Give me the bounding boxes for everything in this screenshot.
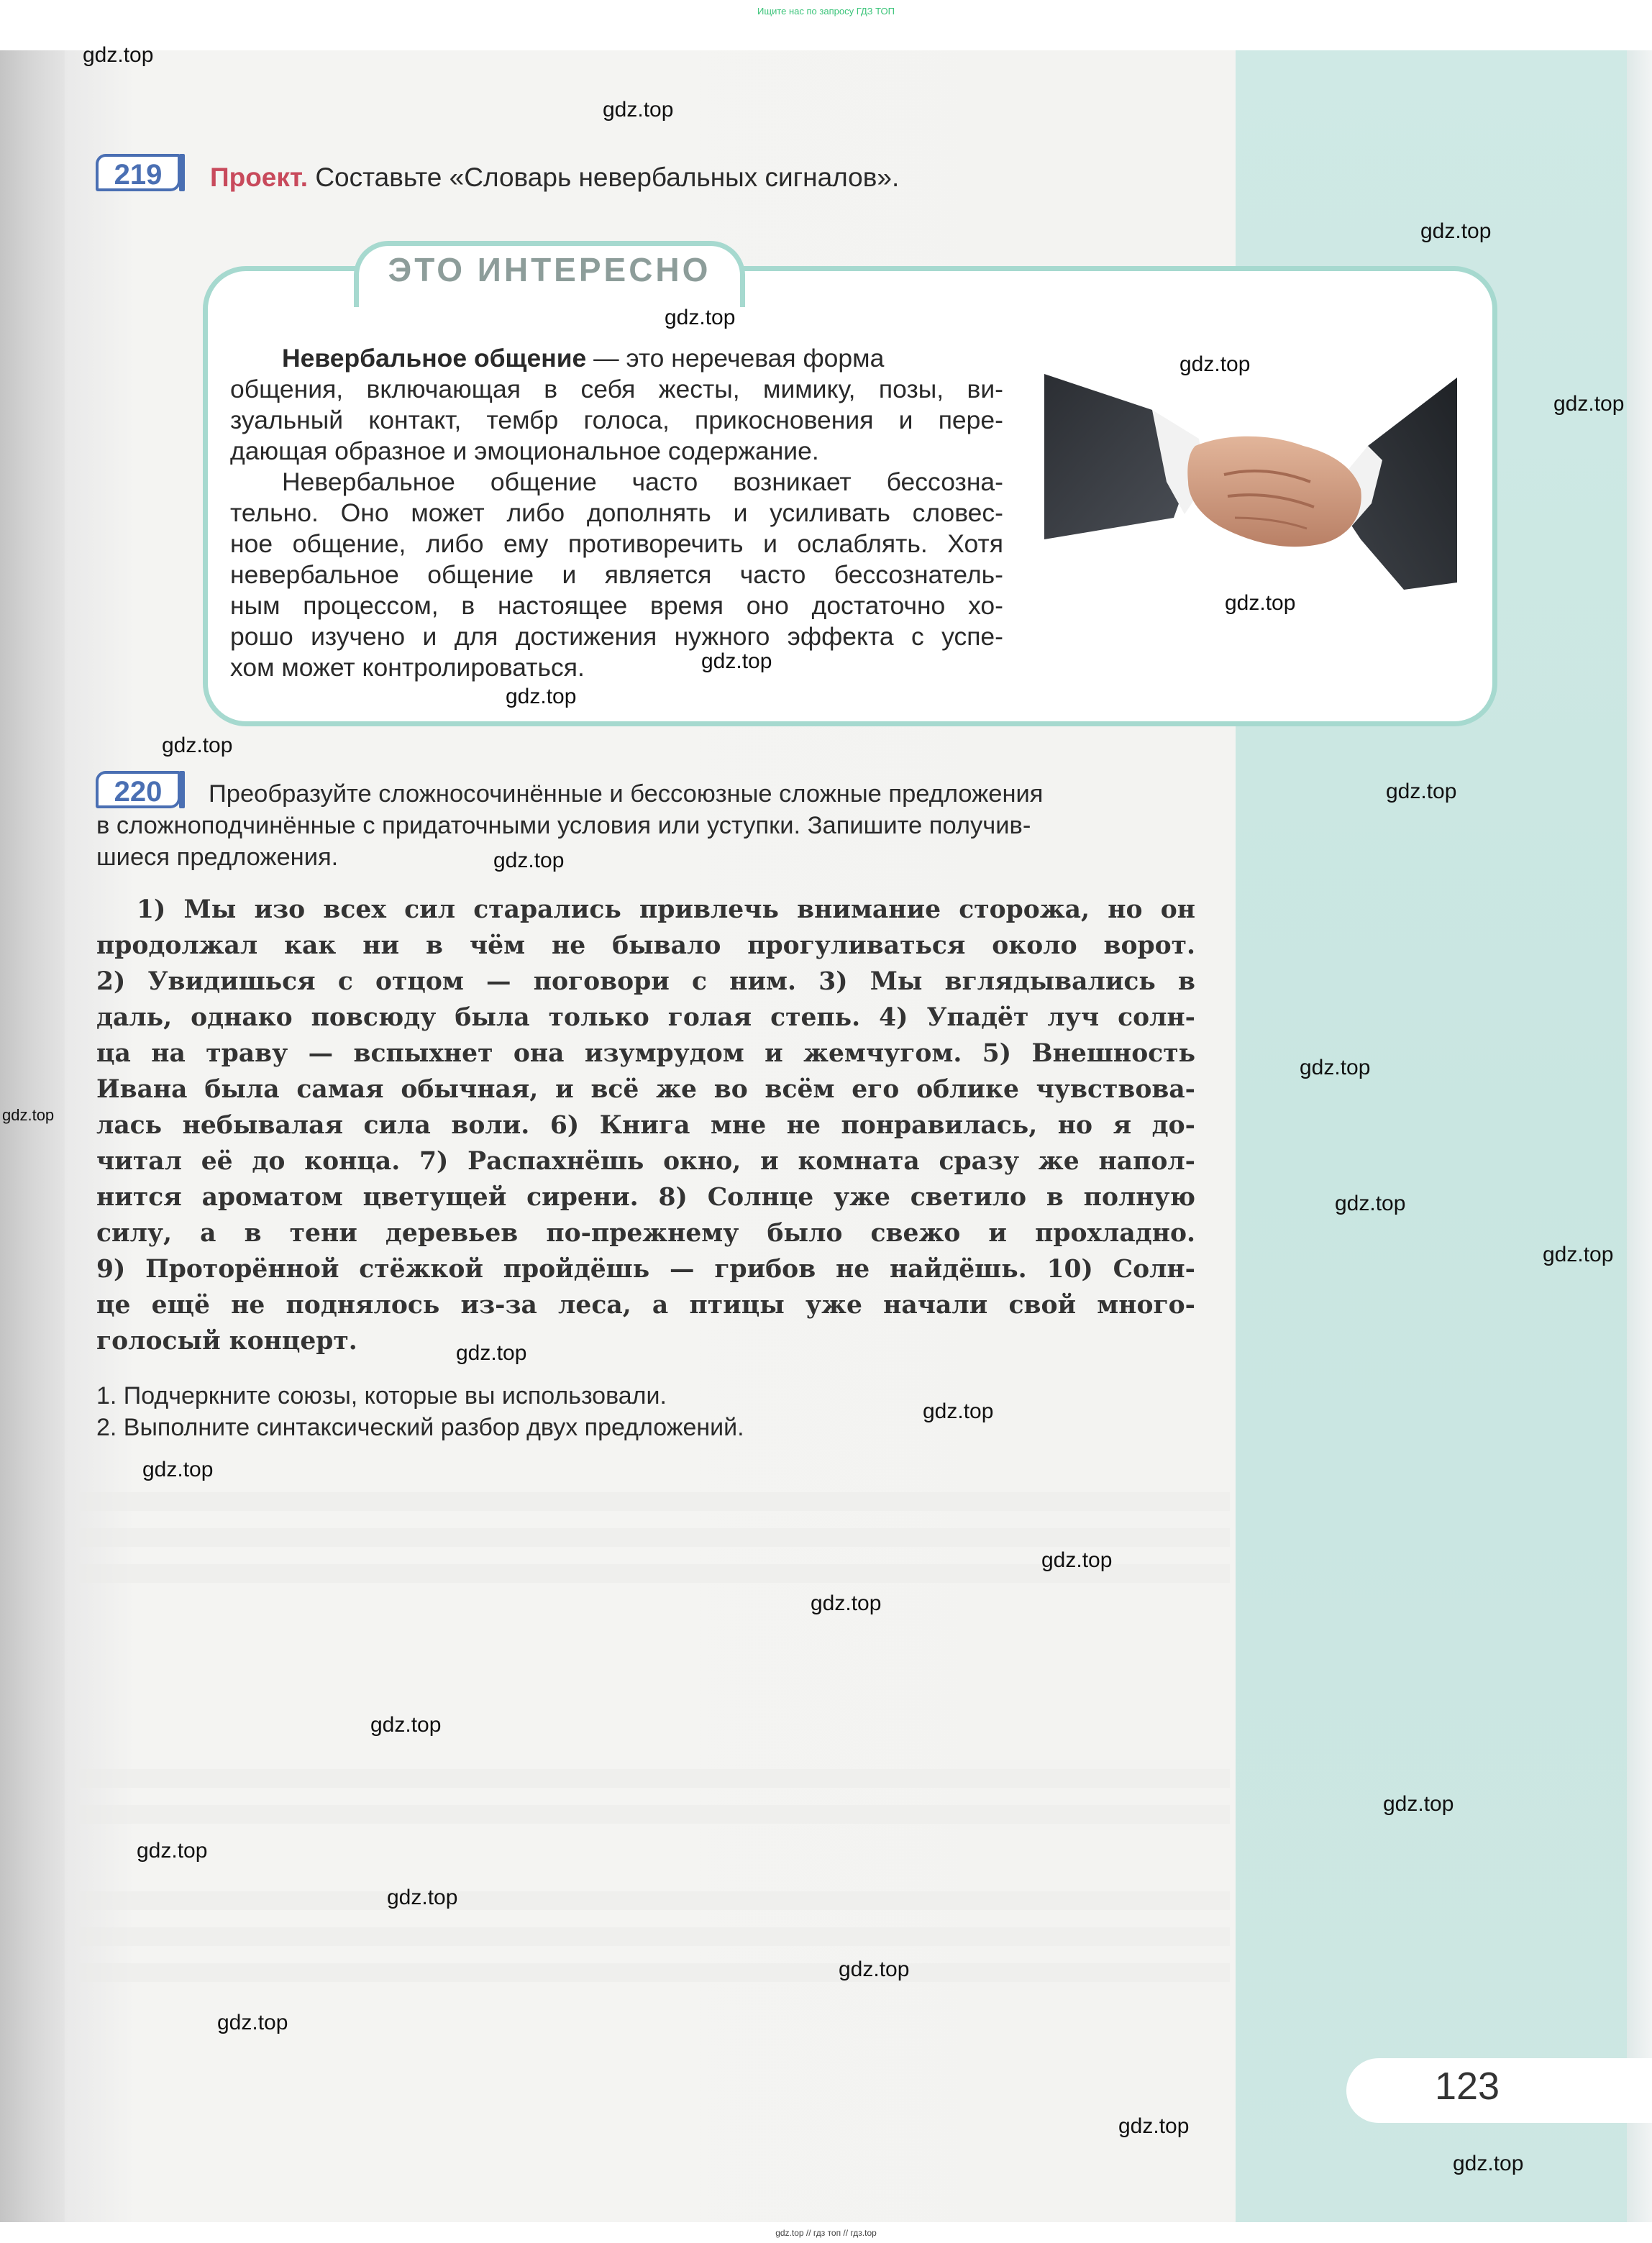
watermark: gdz.top: [217, 2011, 288, 2034]
watermark: gdz.top: [923, 1399, 994, 1423]
watermark: gdz.top: [1453, 2152, 1524, 2175]
show-through-text: [79, 1963, 1230, 1982]
exercise-line: нится ароматом цветущей сирени. 8) Солнце уже светило в полную: [96, 1183, 1195, 1212]
question-line: 1. Подчеркните союзы, которые вы использовали.: [96, 1382, 667, 1410]
info-text-line: хом может контролироваться.: [230, 653, 585, 682]
task-number-220: 220: [96, 771, 181, 808]
info-text-line: зуальный контакт, тембр голоса, прикосновения и пере-: [230, 406, 1003, 434]
exercise-line: Ивана была самая обычная, и всё же во всём его облике чувствова-: [96, 1075, 1195, 1104]
page-edge: [1627, 50, 1652, 2222]
watermark: gdz.top: [142, 1458, 214, 1481]
exercise-line: лась небывалая сила воли. 6) Книга мне не понравилась, но я до-: [96, 1111, 1195, 1140]
watermark: gdz.top: [1386, 780, 1457, 803]
task-220-instruction-line: шиеся предложения.: [96, 844, 339, 871]
question-line: 2. Выполните синтаксический разбор двух предложений.: [96, 1414, 744, 1441]
box-title: ЭТО ИНТЕРЕСНО: [388, 251, 711, 288]
show-through-text: [79, 1528, 1230, 1547]
exercise-line: голосый концерт.: [96, 1327, 357, 1356]
watermark: gdz.top: [1041, 1548, 1113, 1572]
task-number-219: 219: [96, 154, 181, 191]
info-text-line: дающая образное и эмоциональное содержание.: [230, 437, 819, 465]
watermark: gdz.top: [701, 649, 772, 673]
project-label: Проект.: [210, 163, 309, 192]
exercise-line: 1) Мы изо всех сил старались привлечь внимание сторожа, но он: [137, 895, 1195, 924]
top-banner: Ищите нас по запросу ГДЗ ТОП: [757, 6, 895, 17]
watermark: gdz.top: [1179, 352, 1251, 376]
info-text-line: рошо изучено и для достижения нужного эффекта с успе-: [230, 622, 1003, 651]
watermark: gdz.top: [603, 98, 674, 122]
clasped-hands: [1187, 437, 1361, 547]
task-219-text: [210, 163, 899, 193]
watermark: gdz.top: [1225, 591, 1296, 615]
exercise-line: 9) Проторённой стёжкой пройдёшь — грибов не найдёшь. 10) Солн-: [96, 1255, 1195, 1284]
watermark: gdz.top: [665, 306, 736, 329]
watermark: gdz.top: [506, 685, 577, 708]
watermark: gdz.top: [1118, 2114, 1190, 2138]
show-through-text: [79, 1805, 1230, 1824]
watermark: gdz.top: [162, 734, 233, 757]
exercise-line: читал её до конца. 7) Распахнёшь окно, и комната сразу же напол-: [96, 1147, 1195, 1176]
watermark: gdz.top: [83, 43, 154, 67]
show-through-text: [79, 1891, 1230, 1910]
task-220-instruction-line: Преобразуйте сложносочинённые и бессоюзные сложные предложения: [209, 780, 1044, 808]
info-text-line: Невербальное общение часто возникает бессозна-: [282, 467, 1003, 496]
watermark: gdz.top: [137, 1839, 208, 1863]
info-text-line: — это неречевая форма: [586, 344, 885, 373]
task-219-description: Составьте «Словарь невербальных сигналов».: [315, 163, 900, 192]
exercise-line: ца на траву — вспыхнет она изумрудом и жемчугом. 5) Внешность: [96, 1039, 1195, 1068]
info-first-line: [282, 344, 1003, 373]
watermark: gdz.top: [370, 1713, 442, 1737]
info-text-line: ным процессом, в настоящее время оно достаточно хо-: [230, 591, 1003, 620]
show-through-text: [79, 1769, 1230, 1788]
show-through-text: [79, 1492, 1230, 1511]
watermark: gdz.top: [1543, 1243, 1614, 1266]
info-term: Невербальное общение: [282, 344, 587, 373]
watermark: gdz.top: [2, 1106, 55, 1124]
page-number: 123: [1434, 2065, 1500, 2108]
exercise-line: продолжал как ни в чём не бывало прогуливаться около ворот.: [96, 931, 1195, 960]
info-text-line: ное общение, либо ему противоречить и ослаблять. Хотя: [230, 529, 1003, 558]
exercise-line: 2) Увидишься с отцом — поговори с ним. 3) Мы вглядывались в: [96, 967, 1195, 996]
watermark: gdz.top: [1420, 219, 1492, 243]
show-through-text: [79, 1927, 1230, 1946]
handshake-photo: [1044, 360, 1457, 590]
watermark: gdz.top: [493, 849, 565, 872]
task-220-instruction-line: в сложноподчинённые с придаточными условия или уступки. Запишите получив-: [96, 812, 1031, 839]
info-text-line: общения, включающая в себя жесты, мимику, позы, ви-: [230, 375, 1003, 403]
info-text-line: тельно. Оно может либо дополнять и усиливать словес-: [230, 498, 1003, 527]
watermark: gdz.top: [1300, 1056, 1371, 1079]
exercise-line: даль, однако повсюду была только голая степь. 4) Упадёт луч солн-: [96, 1003, 1195, 1032]
watermark: gdz.top: [456, 1341, 527, 1365]
watermark: gdz.top: [839, 1958, 910, 1981]
info-text-line: невербальное общение и является часто бессознатель-: [230, 560, 1003, 589]
exercise-line: силу, а в тени деревьев по-прежнему было свежо и прохладно.: [96, 1219, 1195, 1248]
watermark: gdz.top: [1335, 1192, 1406, 1215]
watermark: gdz.top: [387, 1886, 458, 1909]
exercise-line: це ещё не поднялось из-за леса, а птицы уже начали свой много-: [96, 1291, 1195, 1320]
bottom-banner: gdz.top // гдз топ // гдз.top: [775, 2228, 877, 2238]
watermark: gdz.top: [1383, 1792, 1454, 1816]
watermark: gdz.top: [811, 1591, 882, 1615]
watermark: gdz.top: [1553, 392, 1625, 416]
